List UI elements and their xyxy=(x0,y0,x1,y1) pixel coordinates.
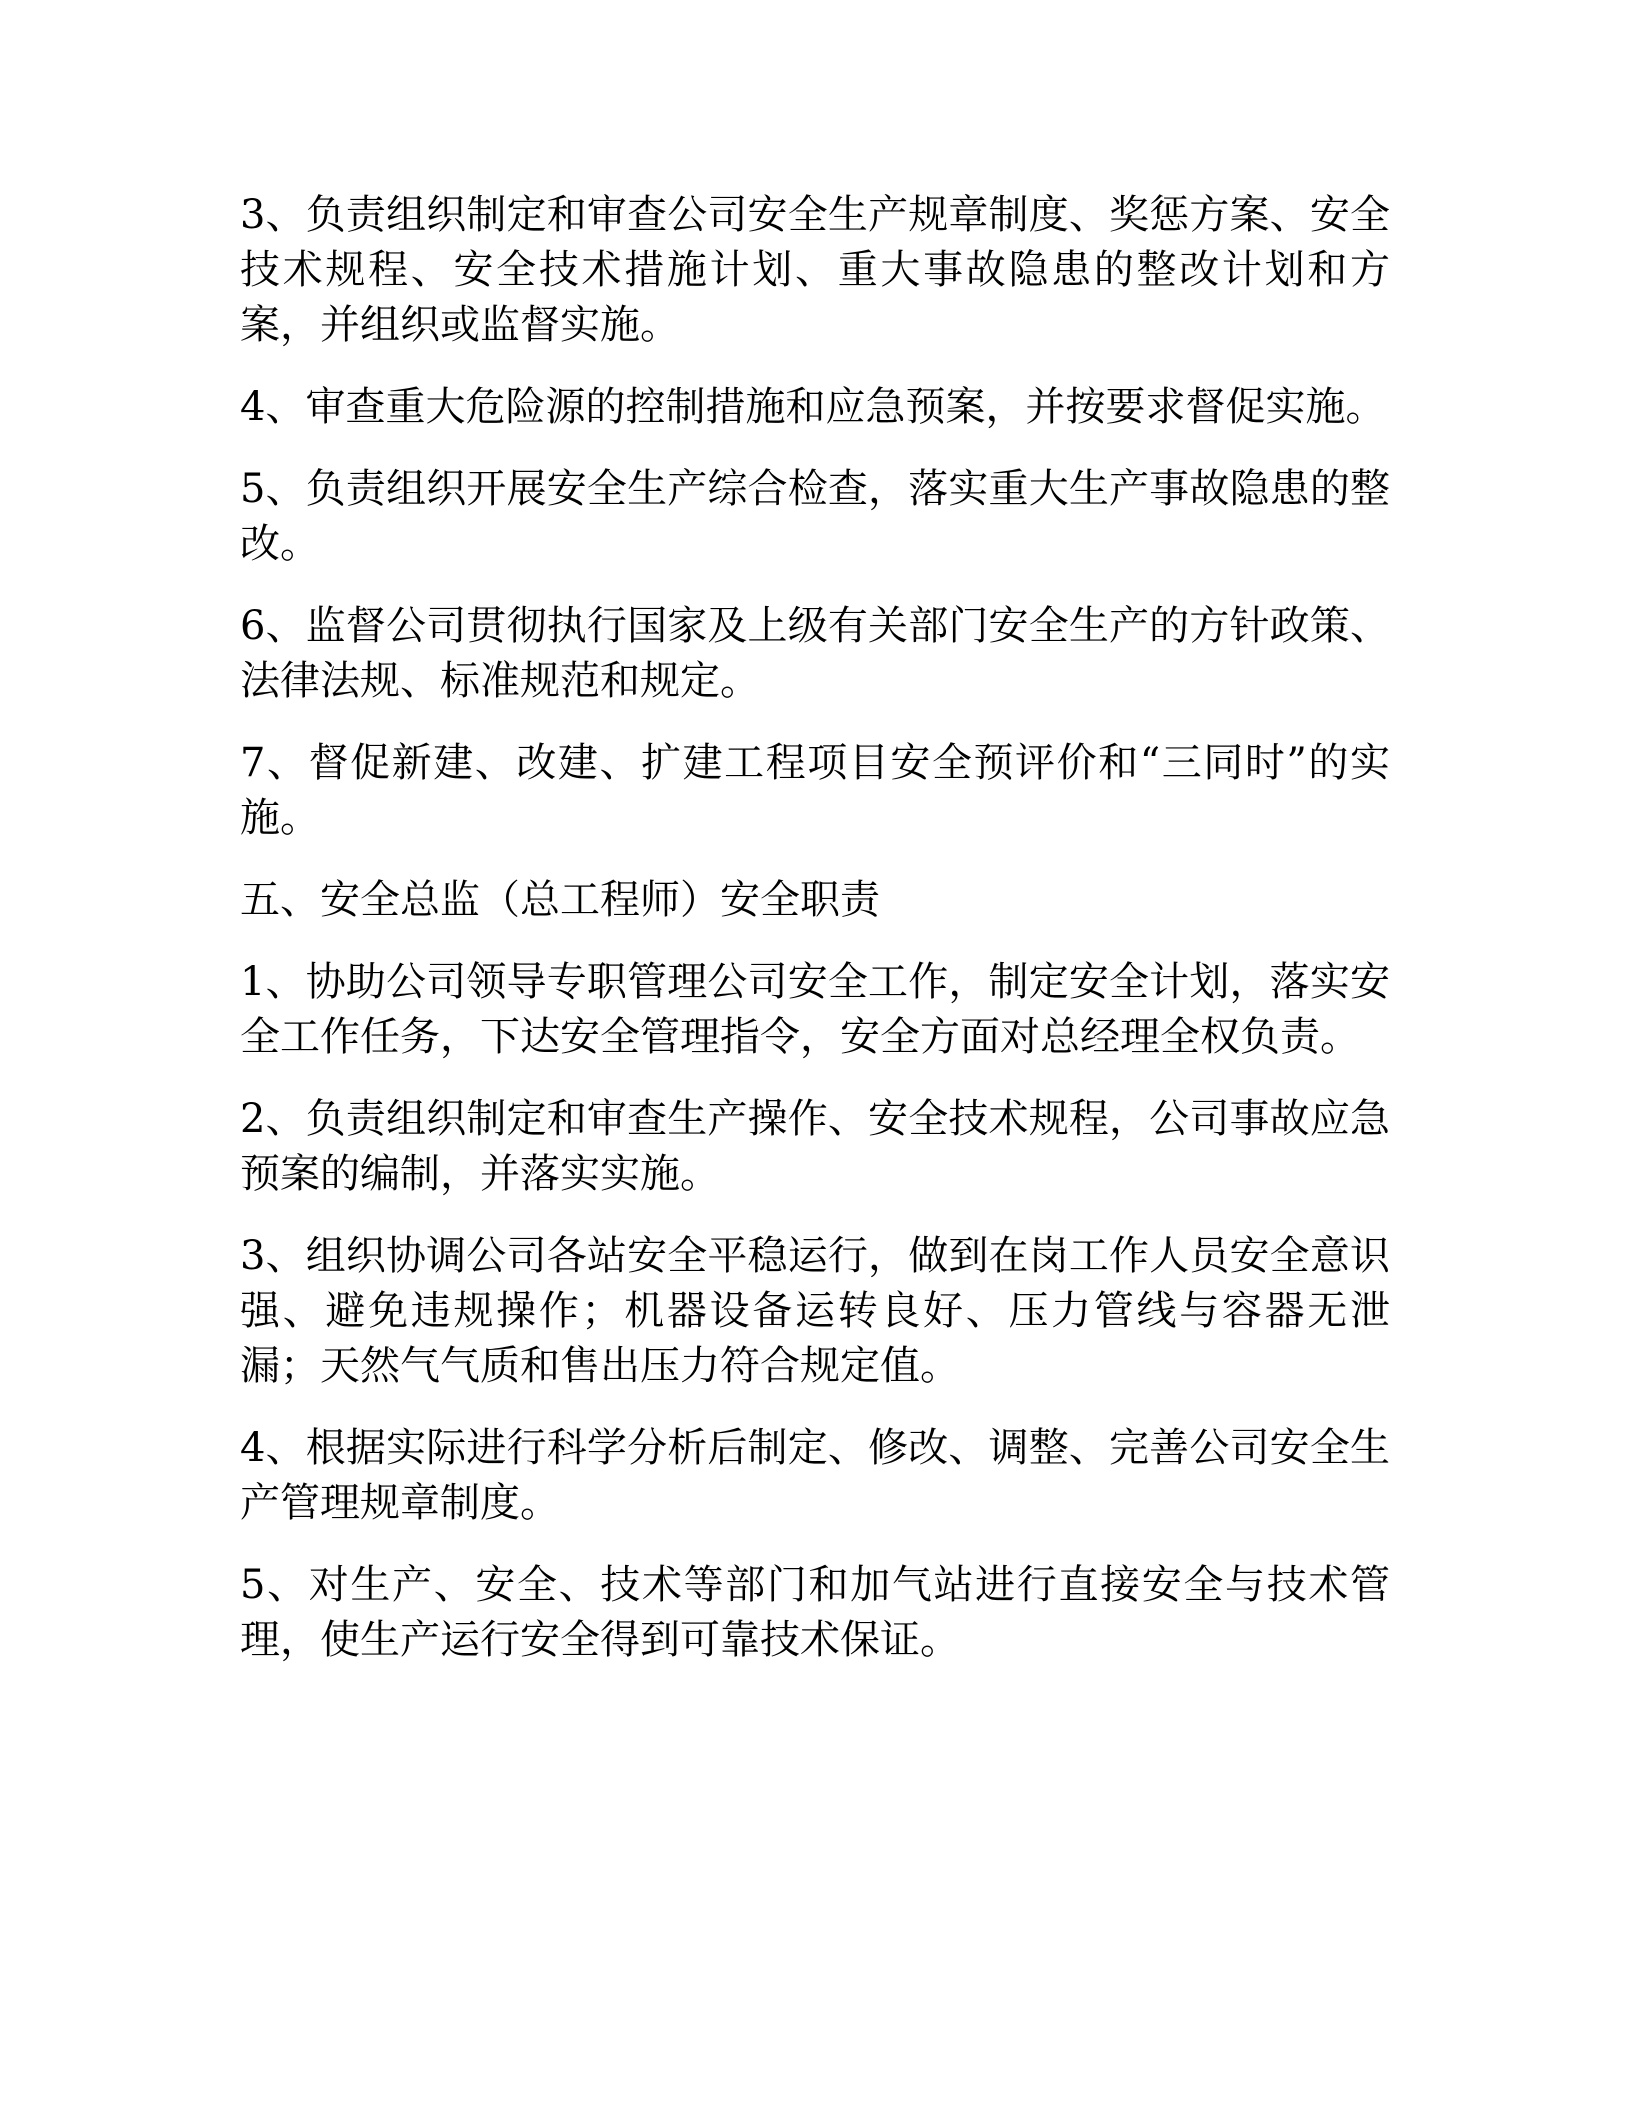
paragraph-duty-5: 5、负责组织开展安全生产综合检查，落实重大生产事故隐患的整改。 xyxy=(240,466,1390,567)
paragraph-director-duty-2: 2、负责组织制定和审查生产操作、安全技术规程，公司事故应急预案的编制，并落实实施。 xyxy=(240,1096,1390,1197)
paragraph-duty-7: 7、督促新建、改建、扩建工程项目安全预评价和“三同时”的实施。 xyxy=(240,740,1390,841)
paragraph-duty-4: 4、审查重大危险源的控制措施和应急预案，并按要求督促实施。 xyxy=(240,384,1386,430)
paragraph-director-duty-5: 5、对生产、安全、技术等部门和加气站进行直接安全与技术管理，使生产运行安全得到可靠技术保证。 xyxy=(240,1562,1390,1663)
section-heading-safety-director: 五、安全总监（总工程师）安全职责 xyxy=(240,877,880,923)
paragraph-duty-3: 3、负责组织制定和审查公司安全生产规章制度、奖惩方案、安全技术规程、安全技术措施计划、重大事故隐患的整改计划和方案，并组织或监督实施。 xyxy=(240,192,1390,348)
document-body xyxy=(240,188,1390,1695)
paragraph-director-duty-3: 3、组织协调公司各站安全平稳运行，做到在岗工作人员安全意识强、避免违规操作；机器设备运转良好、压力管线与容器无泄漏；天然气气质和售出压力符合规定值。 xyxy=(240,1233,1390,1389)
paragraph-director-duty-1: 1、协助公司领导专职管理公司安全工作，制定安全计划，落实安全工作任务，下达安全管理指令，安全方面对总经理全权负责。 xyxy=(240,959,1390,1060)
paragraph-director-duty-4: 4、根据实际进行科学分析后制定、修改、调整、完善公司安全生产管理规章制度。 xyxy=(240,1425,1390,1526)
paragraph-duty-6: 6、监督公司贯彻执行国家及上级有关部门安全生产的方针政策、法律法规、标准规范和规定。 xyxy=(240,603,1390,704)
